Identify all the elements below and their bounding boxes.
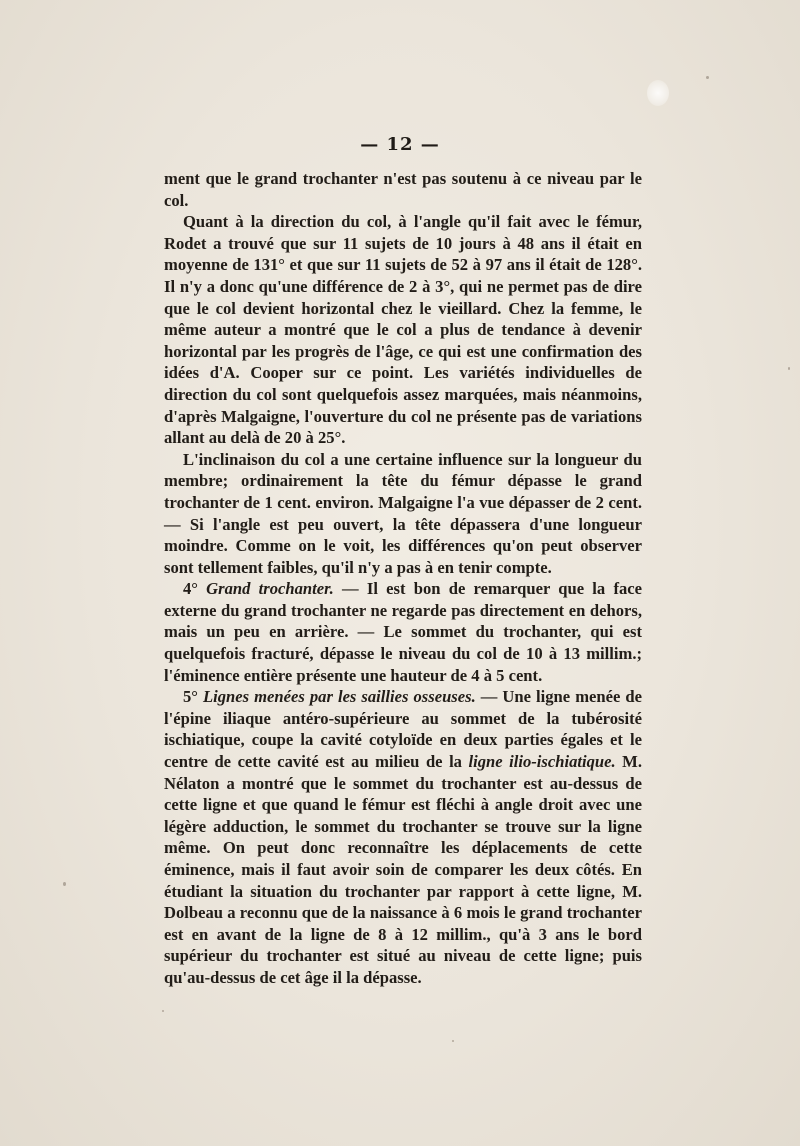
page-number: — 12 — xyxy=(360,134,440,155)
emphasized-term: ligne ilio-ischiatique. xyxy=(468,752,616,772)
paragraph-text: L'inclinaison du col a une certaine influence sur la longueur du membre; ordinairement la tête du fémur dépasse le grand trochanter de 1 cent. environ. Malgaigne l'a vue dépasser de 2 cent. — Si l'angle est peu ouvert, la tête dépassera d'une longueur moindre. Comme on le voit, les différences qu'on peut observer sont tellement faibles, qu'il n'y a pas à en tenir compte. xyxy=(164,449,642,577)
paper-speck xyxy=(452,1040,454,1042)
paper-stain xyxy=(647,80,669,106)
section-number: 5° xyxy=(183,687,198,707)
section-number: 4° xyxy=(183,579,198,599)
paper-speck xyxy=(706,76,709,79)
paragraph-neck-inclination xyxy=(164,449,642,579)
body-text xyxy=(164,168,642,989)
paragraph-text: Quant à la direction du col, à l'angle qu'il fait avec le fémur, Rodet a trouvé que sur 11 sujets de 10 jours à 48 ans il était en moyenne de 131° et que sur 11 sujets de 52 à 97 ans il était de 128°. Il n'y a donc qu'une différence de 2 à 3°, qui ne permet pas de dire que le col devient horizontal chez le vieillard. Chez la femme, le même auteur a montré que le col a plus de tendance à devenir horizontal par les progrès de l'âge, ce qui est une confirmation des idées d'A. Cooper sur ce point. Les variétés individuelles de direction du col sont quelquefois assez marquées, mais néanmoins, d'après Malgaigne, l'ouverture du col ne présente pas de variations allant au delà de 20 à 25°. xyxy=(164,212,642,448)
paragraph-text: ment que le grand trochanter n'est pas soutenu à ce niveau par le col. xyxy=(164,169,642,210)
section-heading: Grand trochanter. xyxy=(206,579,334,599)
paragraph-bony-lines xyxy=(164,686,642,988)
section-heading: Lignes menées par les saillies osseuses. xyxy=(202,687,476,707)
paper-speck xyxy=(788,367,790,370)
paragraph-neck-direction xyxy=(164,211,642,449)
paragraph-text: — Il est bon de remarquer que la face externe du grand trochanter ne regarde pas directement en dehors, mais un peu en arrière. — Le sommet du trochanter, qui est quelquefois fracturé, dépasse le niveau du col de 10 à 13 millim.; l'éminence entière présente une hauteur de 4 à 5 cent. xyxy=(164,579,642,685)
paper-speck xyxy=(63,882,66,886)
paragraph-text: M. Nélaton a montré que le sommet du trochanter est au-dessus de cette ligne et que quand le fémur est fléchi à angle droit avec une légère adduction, le sommet du trochanter se trouve sur la ligne même. On peut donc reconnaître les déplacements de cette éminence, mais il faut avoir soin de comparer les deux côtés. En étudiant la situation du trochanter par rapport à cette ligne, M. Dolbeau a reconnu que de la naissance à 6 mois le grand trochanter est en avant de la ligne de 8 à 12 millim., qu'à 3 ans le bord supérieur du trochanter est situé au niveau de cette ligne; puis qu'au-dessus de cet âge il la dépasse. xyxy=(164,752,642,987)
paragraph-grand-trochanter xyxy=(164,578,642,686)
paragraph-text: — Une ligne menée de l'épine iliaque antéro-supérieure au sommet de la tubérosité ischiatique, coupe la cavité cotyloïde en deux parties égales et le centre de cette cavité est au milieu de la xyxy=(164,687,642,772)
paper-speck xyxy=(162,1010,164,1012)
paragraph-continuation xyxy=(164,168,642,211)
